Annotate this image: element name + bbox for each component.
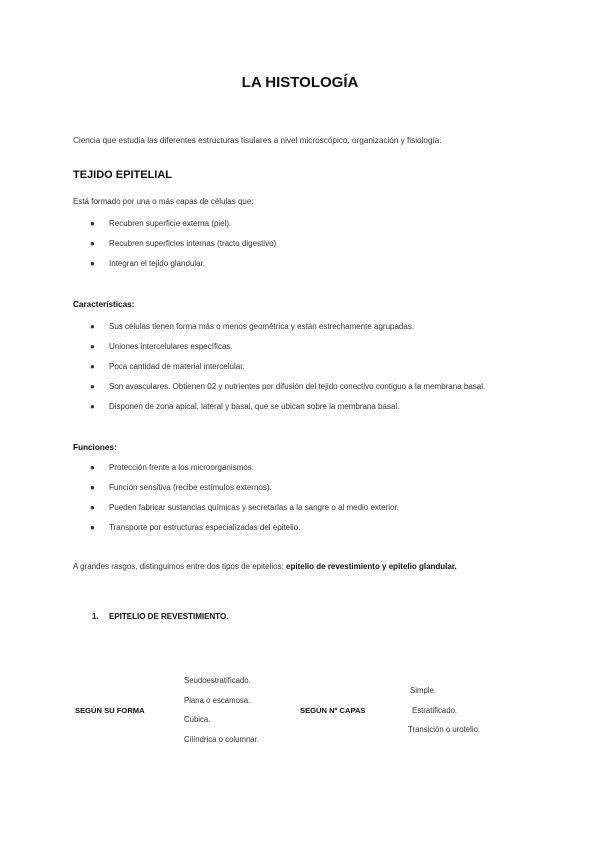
bullet-icon: ● <box>90 259 95 268</box>
caracteristicas-heading: Características: <box>73 300 135 309</box>
bullet-icon: ● <box>90 402 95 411</box>
intro-paragraph: Ciencia que estudia las diferentes estructuras tisulares a nivel microscópico, organización y fisiología. <box>73 136 442 145</box>
forma-option: Plana o escamosa. <box>184 696 251 705</box>
capas-option: Transición o urotelio. <box>408 725 481 734</box>
forma-option: Cúbica. <box>184 715 211 724</box>
formado-paragraph: Está formado por una o más capas de células que: <box>73 197 254 206</box>
capas-option: Estratificado. <box>412 706 458 715</box>
list-item: ● Uniones intercelulares específicas. <box>90 342 233 351</box>
bullet-list-cells <box>73 219 509 270</box>
list-item: ● Recubren superficie externa (piel). <box>90 219 232 228</box>
bullet-icon: ● <box>90 219 95 228</box>
list-item: ● Protección frente a los microorganismos. <box>90 463 254 472</box>
bullet-icon: ● <box>90 362 95 371</box>
bullet-icon: ● <box>90 483 95 492</box>
section-heading: TEJIDO EPITELIAL <box>73 169 173 181</box>
list-item: ● Integran el tejido glandular. <box>90 259 206 268</box>
segun-forma-label: SEGÚN SU FORMA <box>75 706 145 715</box>
funciones-heading: Funciones: <box>73 443 117 452</box>
bullet-list-funciones <box>73 463 509 534</box>
page-title: LA HISTOLOGÍA <box>241 74 359 91</box>
forma-option: Cilíndrica o columnar. <box>184 735 259 744</box>
list-item: ● Son avasculares. Obtienen 02 y nutrientes por difusión del tejido conectivo contiguo a la membrana basal. <box>90 382 486 391</box>
epitelio-types-emphasis: epitelio de revestimiento y epitelio glandular. <box>286 562 457 571</box>
list-item: ● Disponen de zona apical, lateral y basal, que se ubican sobre la membrana basal. <box>90 402 400 411</box>
grandes-rasgos-paragraph: A grandes rasgos, distinguimos entre dos tipos de epitelios: epitelio de revestimiento y epitelio glandular. <box>73 562 457 571</box>
bullet-icon: ● <box>90 503 95 512</box>
bullet-list-caracteristicas <box>73 322 509 413</box>
bullet-icon: ● <box>90 342 95 351</box>
list-item: ● Poca cantidad de material intercelular. <box>90 362 245 371</box>
list-item: ● Función sensitiva (recibe estímulos externos). <box>90 483 272 492</box>
capas-option: Simple. <box>410 686 436 695</box>
list-item: ● Transporte por estructuras especializadas del epitelio. <box>90 523 301 532</box>
bullet-icon: ● <box>90 239 95 248</box>
list-item: ● Pueden fabricar sustancias químicas y secretarlas a la sangre o al medio exterior. <box>90 503 399 512</box>
bullet-icon: ● <box>90 523 95 532</box>
forma-option: Seudoestratificado. <box>184 676 251 685</box>
bullet-icon: ● <box>90 463 95 472</box>
epitelio-revestimiento-heading: 1. EPITELIO DE REVESTIMIENTO. <box>92 612 229 621</box>
section-number: 1. <box>92 612 99 621</box>
list-item: ● Sus células tienen forma más o menos geométrica y están estrechamente agrupadas. <box>90 322 415 331</box>
list-item: ● Recubren superficies internas (tracto digestivo) <box>90 239 277 248</box>
bullet-icon: ● <box>90 382 95 391</box>
segun-capas-label: SEGÚN Nº CAPAS <box>300 706 366 715</box>
bullet-icon: ● <box>90 322 95 331</box>
